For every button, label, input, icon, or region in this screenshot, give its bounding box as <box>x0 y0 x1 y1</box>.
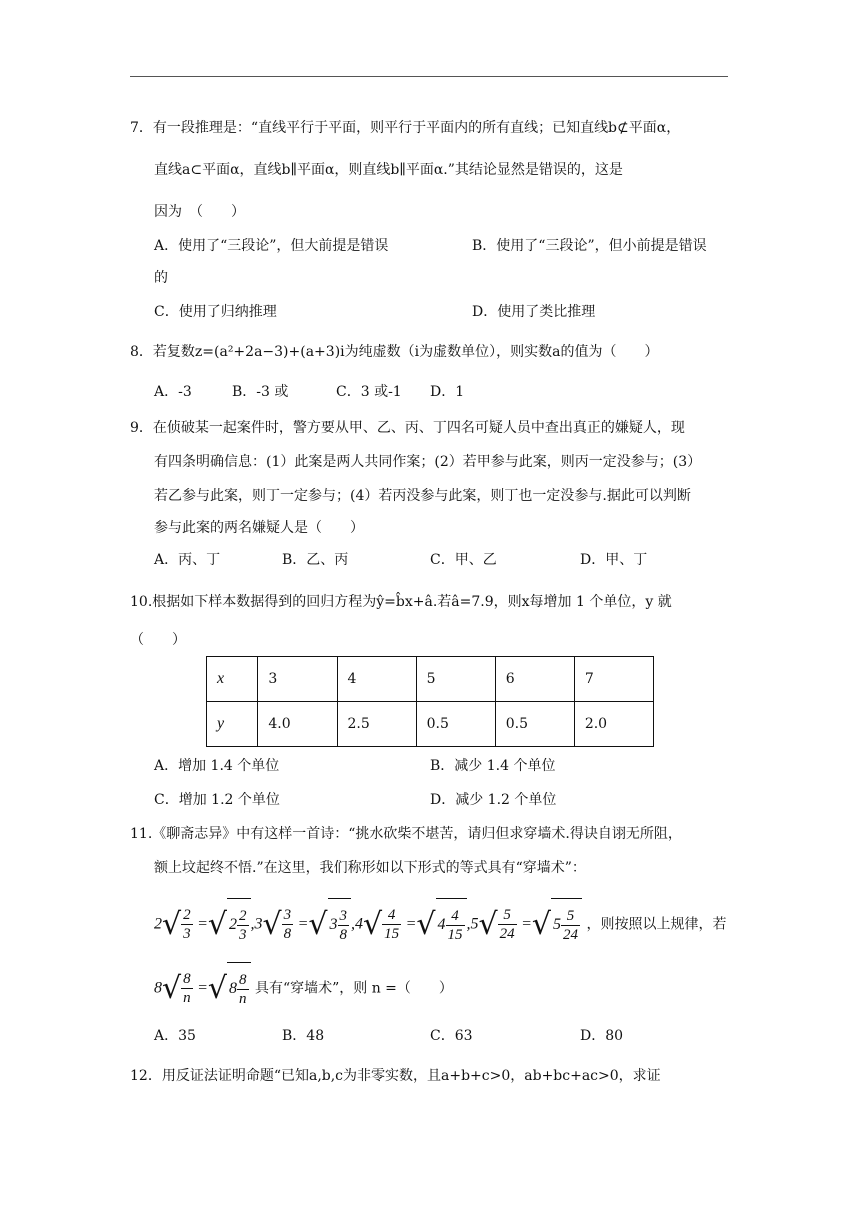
q11-formula-row: 2√ $\frac{2}{3}$ =√ 2 $\frac{2}{3}$ ,3√ $\frac{3}{8}$ =√ 3 $\frac{3}{8}$ ,4√ $\frac{4}{15}$ =√ 4 $\frac{4}{15}$ ,5√ $\frac{5}{24}$ =√ 5 $\frac{5}{24}$ ，则按照以上规律，若 <box>154 898 726 950</box>
q10-option-d[interactable]: D．减少 1.2 个单位 <box>430 792 557 808</box>
table-cell: 7 <box>574 657 653 702</box>
table-cell: 2.5 <box>337 702 416 747</box>
q10-stem: 10.根据如下样本数据得到的回归方程为ŷ=b̂x+â.若â=7.9，则x每增加 1 个单位，y 就 <box>130 594 672 610</box>
header-rule <box>130 76 728 77</box>
q10-option-b[interactable]: B．减少 1.4 个单位 <box>430 758 556 774</box>
table-cell: 3 <box>258 657 337 702</box>
q9-line4: 参与此案的两名嫌疑人是（ ） <box>154 520 364 536</box>
table-header-x: x <box>207 657 258 702</box>
table-cell: 6 <box>495 657 574 702</box>
q10-paren: （ ） <box>130 632 186 648</box>
q11-option-c[interactable]: C．63 <box>430 1028 473 1044</box>
q7-option-a-wrap: 的 <box>154 270 168 286</box>
q9-option-d[interactable]: D．甲、丁 <box>580 552 648 568</box>
q9-option-b[interactable]: B．乙、丙 <box>282 552 349 568</box>
q8-option-c[interactable]: C．3 或-1 <box>336 384 402 400</box>
q10-option-c[interactable]: C．增加 1.2 个单位 <box>154 792 280 808</box>
q11-option-a[interactable]: A．35 <box>154 1028 196 1044</box>
q9-line1: 9．在侦破某一起案件时，警方要从甲、乙、丙、丁四名可疑人员中查出真正的嫌疑人，现 <box>130 420 685 436</box>
table-row-x <box>207 657 654 702</box>
q8-option-a[interactable]: A．-3 <box>154 384 192 400</box>
q11-line1: 11.《聊斋志异》中有这样一首诗：“挑水砍柴不堪苦，请归但求穿墙术.得诀自诩无所阻， <box>130 826 682 842</box>
q11-line3-tail: ，则按照以上规律，若 <box>586 916 727 933</box>
table-row-y <box>207 702 654 747</box>
table-cell: 4.0 <box>258 702 337 747</box>
table-cell: 5 <box>416 657 495 702</box>
q8-option-b[interactable]: B．-3 或 <box>232 384 289 400</box>
q11-option-b[interactable]: B．48 <box>282 1028 325 1044</box>
q10-option-a[interactable]: A．增加 1.4 个单位 <box>154 758 280 774</box>
q7-line2: 直线a⊂平面α，直线b∥平面α，则直线b∥平面α.”其结论显然是错误的，这是 <box>154 162 623 178</box>
q7-line1: 7．有一段推理是：“直线平行于平面，则平行于平面内的所有直线；已知直线b⊄平面α， <box>130 120 681 136</box>
q11-line2: 额上坟起终不悟.”在这里，我们称形如以下形式的等式具有“穿墙术”： <box>154 860 586 876</box>
q7-option-d[interactable]: D．使用了类比推理 <box>472 304 596 320</box>
table-cell: 2.0 <box>574 702 653 747</box>
q9-line3: 若乙参与此案，则丁一定参与；(4）若丙没参与此案，则丁也一定没参与.据此可以判断 <box>154 488 691 504</box>
q7-option-c[interactable]: C．使用了归纳推理 <box>154 304 277 320</box>
q9-line2: 有四条明确信息：(1）此案是两人共同作案；(2）若甲参与此案，则丙一定没参与；(3） <box>154 454 702 470</box>
q7-option-b[interactable]: B．使用了“三段论”，但小前提是错误 <box>472 238 707 254</box>
table-cell: 0.5 <box>495 702 574 747</box>
q11-line4-tail: 具有“穿墙术”，则 n =（ ） <box>254 980 453 997</box>
table-cell: 0.5 <box>416 702 495 747</box>
q9-option-a[interactable]: A．丙、丁 <box>154 552 221 568</box>
q8-option-d[interactable]: D．1 <box>430 384 465 400</box>
sample-data-table <box>206 656 654 747</box>
q8-stem: 8．若复数z=(a²+2a−3)+(a+3)i为纯虚数（i为虚数单位），则实数a的值为（ ） <box>130 344 659 360</box>
q9-option-c[interactable]: C．甲、乙 <box>430 552 497 568</box>
q7-option-a[interactable]: A．使用了“三段论”，但大前提是错误 <box>154 238 389 254</box>
q12-line1: 12．用反证法证明命题“已知a,b,c为非零实数，且a+b+c>0，ab+bc+ac>0，求证 <box>130 1068 661 1084</box>
q7-line3: 因为 （ ） <box>154 204 245 220</box>
q11-option-d[interactable]: D．80 <box>580 1028 624 1044</box>
table-header-y: y <box>207 702 258 747</box>
q11-formula-row-2: 8√ $\frac{8}{n}$ =√ 8 $\frac{8}{n}$ 具有“穿墙术”，则 n =（ ） <box>154 962 453 1014</box>
table-cell: 4 <box>337 657 416 702</box>
